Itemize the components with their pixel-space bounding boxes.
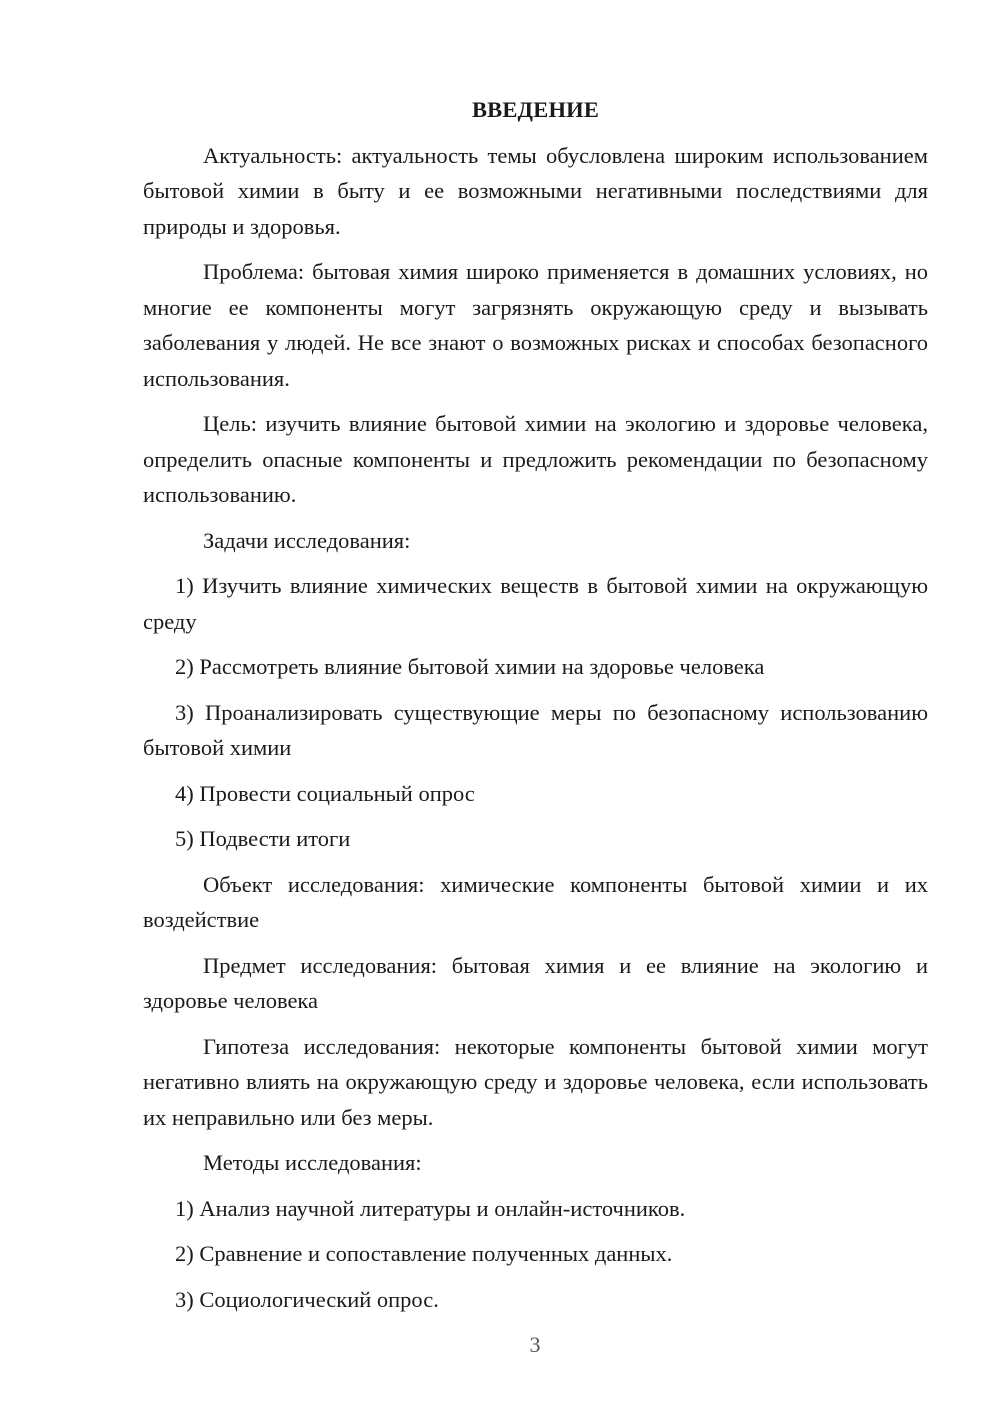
goal-paragraph: Цель: изучить влияние бытовой химии на экологию и здоровье человека, определить опасные компоненты и предложить рекомендации по безопасному использованию. <box>143 411 928 507</box>
tasks-heading: Задачи исследования: <box>203 527 411 553</box>
task-item: 3) Проанализировать существующие меры по безопасному использованию бытовой химии <box>143 699 928 760</box>
method-item: 1) Анализ научной литературы и онлайн-источников. <box>175 1195 686 1221</box>
problem-paragraph: Проблема: бытовая химия широко применяется в домашних условиях, но многие ее компоненты могут загрязнять окружающую среду и вызывать заболевания у людей. Не все знают о возможных рисках и способах безопасного использования. <box>143 259 928 391</box>
task-item: 5) Подвести итоги <box>175 826 351 851</box>
methods-heading: Методы исследования: <box>203 1150 422 1175</box>
hypothesis-paragraph: Гипотеза исследования: некоторые компоненты бытовой химии могут негативно влиять на окружающую среду и здоровье человека, если использовать их неправильно или без меры. <box>143 1033 928 1130</box>
task-item: 1) Изучить влияние химических веществ в бытовой химии на окружающую среду <box>143 573 928 634</box>
document-title: ВВЕДЕНИЕ <box>471 97 600 122</box>
task-item: 4) Провести социальный опрос <box>175 780 475 806</box>
relevance-paragraph: Актуальность: актуальность темы обусловлена широким использованием бытовой химии в быту и ее возможными негативными последствиями для природы и здоровья. <box>143 142 928 239</box>
task-item: 2) Рассмотреть влияние бытовой химии на здоровье человека <box>175 654 765 679</box>
page-number: 3 <box>529 1332 541 1357</box>
document-page <box>143 92 928 1327</box>
object-paragraph: Объект исследования: химические компоненты бытовой химии и их воздействие <box>143 871 928 932</box>
subject-paragraph: Предмет исследования: бытовая химия и ее влияние на экологию и здоровье человека <box>143 952 928 1013</box>
method-item: 2) Сравнение и сопоставление полученных данных. <box>175 1241 673 1266</box>
method-item: 3) Социологический опрос. <box>175 1286 439 1312</box>
